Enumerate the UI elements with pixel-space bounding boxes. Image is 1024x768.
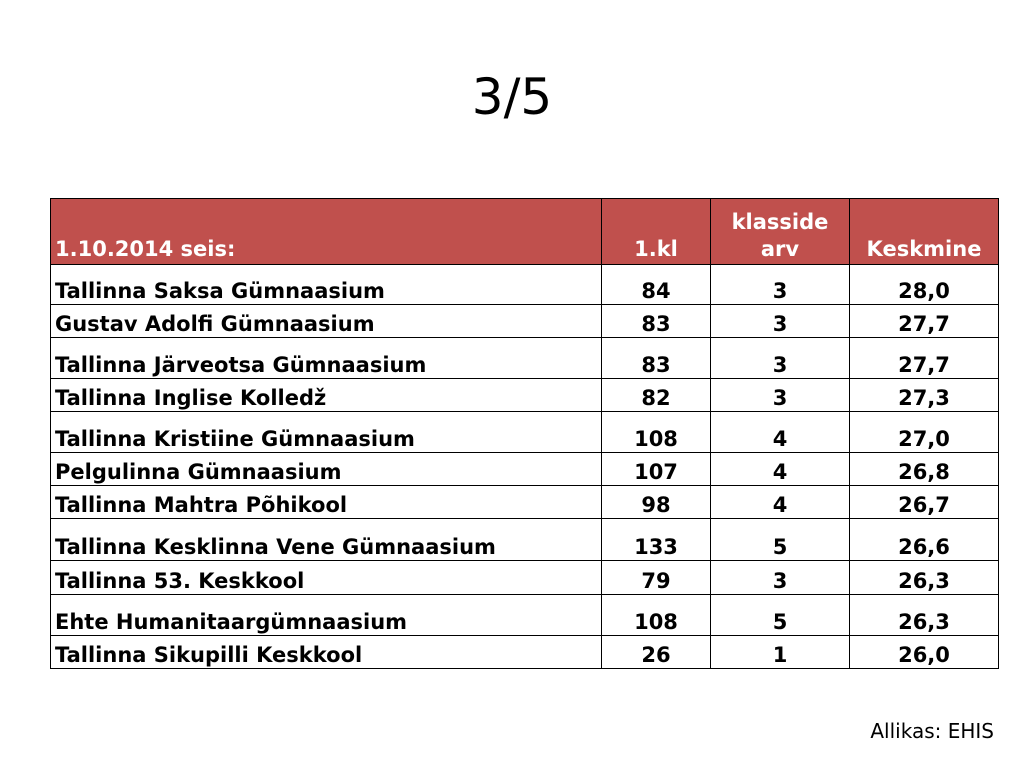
slide-title: 3/5 xyxy=(471,68,553,126)
average-size: 28,0 xyxy=(850,265,999,305)
table-row xyxy=(51,595,999,636)
first-grade-count: 133 xyxy=(602,519,711,561)
header-average: Keskmine xyxy=(850,199,999,265)
table-row xyxy=(51,412,999,453)
header-date: 1.10.2014 seis: xyxy=(51,199,602,265)
header-first-grade: 1.kl xyxy=(602,199,711,265)
schools-table xyxy=(50,198,999,669)
class-count: 3 xyxy=(711,265,850,305)
average-size: 26,3 xyxy=(850,595,999,636)
table-row xyxy=(51,519,999,561)
first-grade-count: 84 xyxy=(602,265,711,305)
school-name: Tallinna Inglise Kolledž xyxy=(51,379,602,412)
class-count: 3 xyxy=(711,379,850,412)
table-row xyxy=(51,453,999,486)
average-size: 27,3 xyxy=(850,379,999,412)
school-name: Tallinna 53. Keskkool xyxy=(51,561,602,595)
header-class-count: klasside arv xyxy=(711,199,850,265)
class-count: 3 xyxy=(711,561,850,595)
source-note: Allikas: EHIS xyxy=(870,719,994,743)
table-row xyxy=(51,636,999,669)
first-grade-count: 82 xyxy=(602,379,711,412)
average-size: 26,7 xyxy=(850,486,999,519)
first-grade-count: 83 xyxy=(602,338,711,379)
average-size: 26,0 xyxy=(850,636,999,669)
table-row xyxy=(51,561,999,595)
table-row xyxy=(51,305,999,338)
average-size: 26,8 xyxy=(850,453,999,486)
average-size: 27,7 xyxy=(850,338,999,379)
class-count: 4 xyxy=(711,412,850,453)
table-row xyxy=(51,338,999,379)
first-grade-count: 107 xyxy=(602,453,711,486)
school-name: Ehte Humanitaargümnaasium xyxy=(51,595,602,636)
school-name: Tallinna Saksa Gümnaasium xyxy=(51,265,602,305)
school-name: Tallinna Kristiine Gümnaasium xyxy=(51,412,602,453)
school-name: Tallinna Sikupilli Keskkool xyxy=(51,636,602,669)
first-grade-count: 108 xyxy=(602,412,711,453)
class-count: 3 xyxy=(711,305,850,338)
class-count: 5 xyxy=(711,519,850,561)
school-name: Pelgulinna Gümnaasium xyxy=(51,453,602,486)
class-count: 4 xyxy=(711,453,850,486)
first-grade-count: 79 xyxy=(602,561,711,595)
school-name: Gustav Adolfi Gümnaasium xyxy=(51,305,602,338)
school-name: Tallinna Järveotsa Gümnaasium xyxy=(51,338,602,379)
table-row xyxy=(51,265,999,305)
first-grade-count: 26 xyxy=(602,636,711,669)
class-count: 5 xyxy=(711,595,850,636)
first-grade-count: 108 xyxy=(602,595,711,636)
first-grade-count: 98 xyxy=(602,486,711,519)
average-size: 27,0 xyxy=(850,412,999,453)
table-row xyxy=(51,486,999,519)
first-grade-count: 83 xyxy=(602,305,711,338)
school-name: Tallinna Mahtra Põhikool xyxy=(51,486,602,519)
average-size: 26,3 xyxy=(850,561,999,595)
school-name: Tallinna Kesklinna Vene Gümnaasium xyxy=(51,519,602,561)
class-count: 3 xyxy=(711,338,850,379)
class-count: 4 xyxy=(711,486,850,519)
average-size: 26,6 xyxy=(850,519,999,561)
table-row xyxy=(51,379,999,412)
average-size: 27,7 xyxy=(850,305,999,338)
class-count: 1 xyxy=(711,636,850,669)
table-header-row xyxy=(51,199,999,265)
